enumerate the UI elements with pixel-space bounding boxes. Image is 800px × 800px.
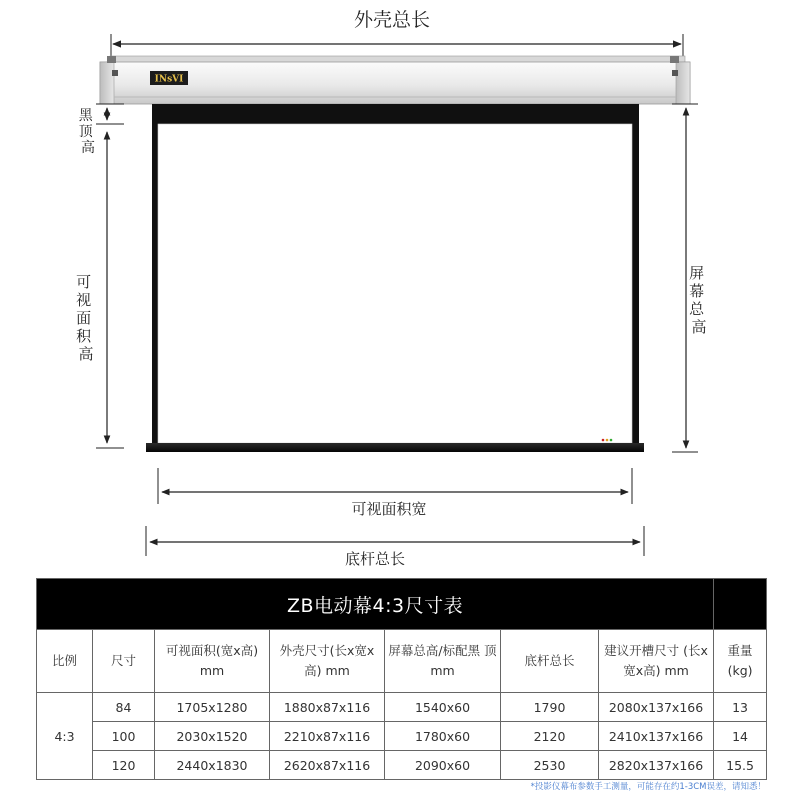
table-row: 4:3 84 1705x1280 1880x87x116 1540x60 1790 2080x137x166 13: [37, 693, 767, 722]
table-title-row: [37, 579, 767, 630]
table-header-row: [37, 630, 767, 693]
header-slot-size: 建议开槽尺寸 (长x宽x高) mm: [599, 630, 714, 693]
table-title: ZB电动幕4:3尺寸表: [37, 579, 714, 630]
case-length-dimension-line: [111, 34, 683, 58]
header-case-size: 外壳尺寸(长x宽x 高) mm: [270, 630, 385, 693]
header-ratio: 比例: [37, 630, 93, 693]
label-case-length: 外壳总长: [353, 9, 431, 31]
bottom-bar: [146, 443, 644, 452]
header-screen-height: 屏幕总高/标配黑 顶 mm: [385, 630, 501, 693]
header-view-area: 可视面积(宽x高) mm: [155, 630, 270, 693]
table-row: 100 2030x1520 2210x87x116 1780x60 2120 2410x137x166 14: [37, 722, 767, 751]
measurement-note: *投影仪幕布参数手工测量，可能存在约1-3CM误差，请知悉！: [530, 782, 766, 792]
table-row: 120 2440x1830 2620x87x116 2090x60 2530 2820x137x166 15.5: [37, 751, 767, 780]
view-width-dimension-line: [158, 468, 632, 504]
label-black-top-height: 黑 顶 高: [78, 108, 95, 156]
label-screen-height: 屏 幕 总 高: [689, 264, 707, 336]
brand-logo: [150, 71, 188, 85]
ratio-cell: 4:3: [37, 693, 93, 780]
screen-housing: [100, 56, 690, 104]
label-bar-length: 底杆总长: [344, 550, 406, 568]
black-top-dimension-line: [96, 104, 124, 124]
header-size: 尺寸: [93, 630, 155, 693]
label-view-height: 可 视 面 积 高: [76, 273, 94, 363]
size-spec-table: [36, 578, 766, 792]
label-view-width: 可视面积宽: [351, 500, 427, 518]
screen-viewing-area: [158, 124, 632, 443]
svg-text:INsVI: INsVI: [154, 74, 184, 85]
header-bar-length: 底杆总长: [501, 630, 599, 693]
header-weight: 重量 (kg): [714, 630, 767, 693]
view-height-dimension-line: [96, 132, 124, 448]
bottom-bar-indicator-dots: [602, 439, 613, 442]
